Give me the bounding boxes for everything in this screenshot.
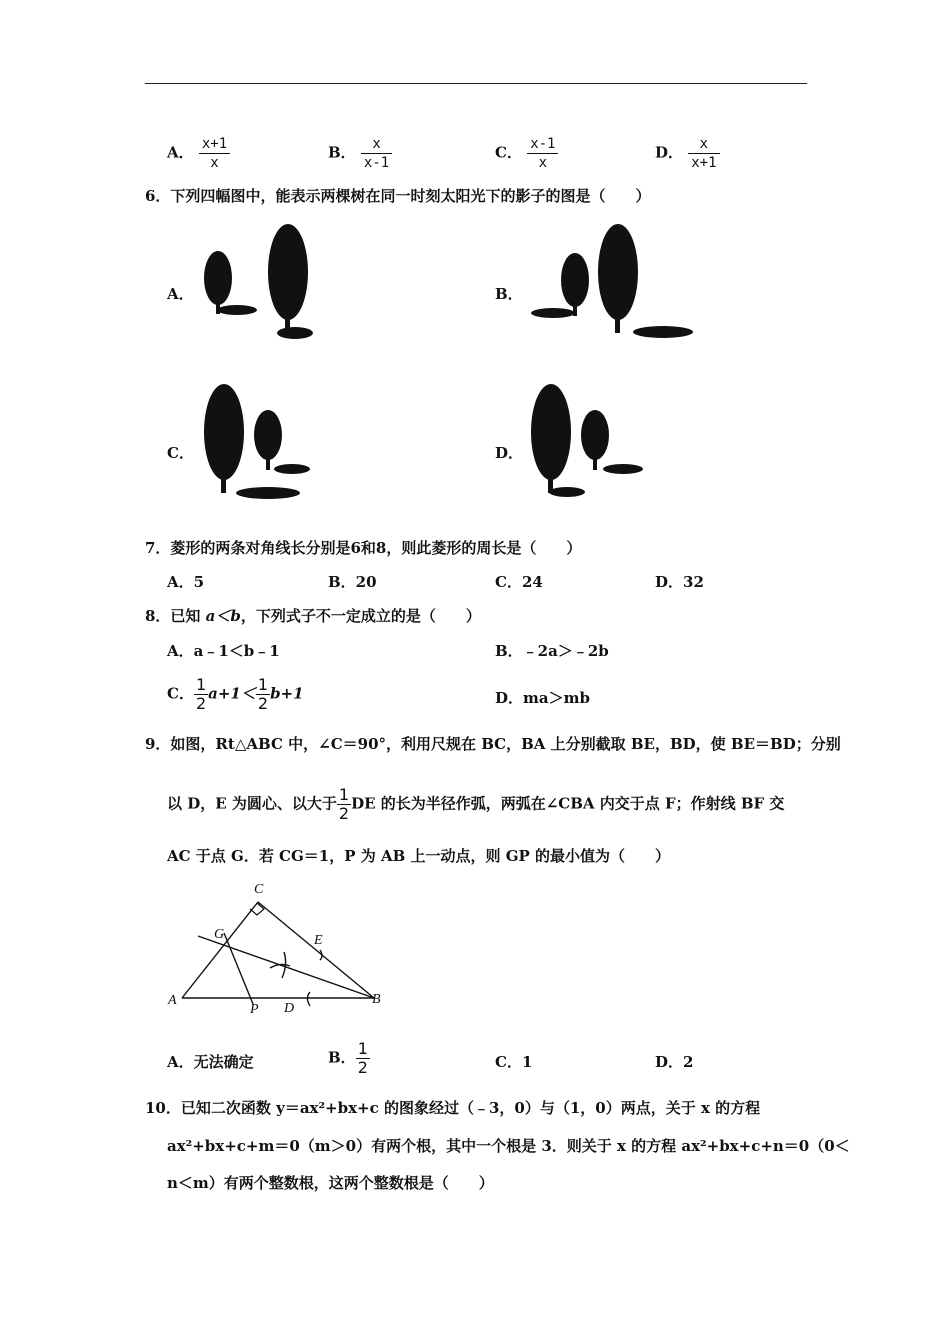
- q7-option-c[interactable]: C．24: [495, 573, 543, 591]
- q9-stem-line3: AC 于点 G．若 CG＝1，P 为 AB 上一动点，则 GP 的最小值为（ ）: [167, 847, 671, 865]
- q10-stem-line1: 10．已知二次函数 y＝ax²+bx+c 的图象经过（﹣3，0）与（1，0）两点，关于 x 的方程: [145, 1099, 761, 1117]
- q9-option-c[interactable]: C．1: [495, 1053, 533, 1071]
- q9-stem-line2: 以 D，E 为圆心、以大于 $\frac{1}{2}$ DE 的长为半径作弧，两弧在∠CBA 内交于点 F；作射线 BF 交: [167, 785, 785, 823]
- q6-option-c[interactable]: C．: [167, 444, 194, 462]
- q9-stem-line1: 9．如图，Rt△ABC 中，∠C＝90°，利用尺规在 BC，BA 上分别截取 BE，BD，使 BE＝BD；分别: [145, 735, 841, 753]
- q5-option-b-fraction: $\frac{x}{x-1}$: [361, 136, 392, 171]
- tree-icon: [581, 410, 643, 474]
- q9-option-a[interactable]: A．无法确定: [167, 1053, 254, 1071]
- q6-option-b[interactable]: B．: [495, 285, 523, 303]
- ray-bf: [198, 936, 374, 998]
- q6-figure-c: [200, 380, 315, 505]
- q5-option-d[interactable]: D． $\frac{x}{x+1}$: [655, 136, 720, 171]
- q5-option-a[interactable]: A． $\frac{x+1}{x}$: [167, 136, 230, 171]
- tree-icon: [204, 384, 300, 499]
- q6-stem: 6．下列四幅图中，能表示两棵树在同一时刻太阳光下的影子的图是（ ）: [145, 187, 651, 205]
- q7-option-a[interactable]: A．5: [167, 573, 205, 591]
- q6-option-d[interactable]: D．: [495, 444, 524, 462]
- q6-option-a[interactable]: A．: [167, 285, 194, 303]
- arc-d: [308, 992, 311, 1006]
- q7-option-d[interactable]: D．32: [655, 573, 704, 591]
- tree-icon: [531, 384, 585, 497]
- q6-figure-a: [195, 220, 325, 345]
- label-c: C: [254, 882, 264, 897]
- label-a: A: [168, 993, 177, 1008]
- side-ac: [182, 902, 258, 998]
- q10-stem-line3: n＜m）有两个整数根，这两个整数根是（ ）: [167, 1174, 494, 1192]
- q5-option-a-fraction: $\frac{x+1}{x}$: [199, 136, 230, 171]
- q9-option-b[interactable]: B． $\frac{1}{2}$: [328, 1039, 368, 1077]
- q9-triangle-diagram: [160, 876, 400, 1026]
- tree-icon: [254, 410, 310, 474]
- q8-stem: 8．已知 a＜b，下列式子不一定成立的是（ ）: [145, 607, 481, 625]
- q8-option-a[interactable]: A．a﹣1＜b﹣1: [167, 642, 280, 660]
- tree-icon: [204, 251, 257, 315]
- q7-option-b[interactable]: B．20: [328, 573, 377, 591]
- q8-option-d[interactable]: D．ma＞mb: [495, 689, 590, 707]
- q8-option-c[interactable]: C． $\frac{1}{2}$ a+1＜ $\frac{1}{2}$ b+1: [167, 675, 304, 713]
- header-rule: [145, 83, 807, 84]
- q5-option-b[interactable]: B． $\frac{x}{x-1}$: [328, 136, 392, 171]
- q6-figure-b: [525, 220, 700, 345]
- q6-figure-d: [525, 380, 645, 505]
- segment-gp: [224, 933, 253, 1004]
- q9-option-d[interactable]: D．2: [655, 1053, 694, 1071]
- q8-option-b[interactable]: B．﹣2a＞﹣2b: [495, 642, 609, 660]
- q10-stem-line2: ax²+bx+c+m＝0（m＞0）有两个根，其中一个根是 3．则关于 x 的方程 ax²+bx+c+n＝0（0＜: [167, 1137, 850, 1155]
- side-bc: [258, 902, 374, 998]
- q7-stem: 7．菱形的两条对角线长分别是6和8，则此菱形的周长是（ ）: [145, 539, 582, 557]
- label-d: D: [284, 1001, 295, 1016]
- tree-icon: [531, 253, 589, 318]
- label-b: B: [372, 992, 381, 1007]
- label-p: P: [250, 1002, 259, 1017]
- label-e: E: [314, 933, 323, 948]
- tree-icon: [268, 224, 313, 339]
- q5-option-d-fraction: $\frac{x}{x+1}$: [688, 136, 719, 171]
- tree-icon: [598, 224, 693, 338]
- q5-option-c-fraction: $\frac{x-1}{x}$: [527, 136, 558, 171]
- label-g: G: [214, 927, 225, 942]
- q5-option-c[interactable]: C． $\frac{x-1}{x}$: [495, 136, 558, 171]
